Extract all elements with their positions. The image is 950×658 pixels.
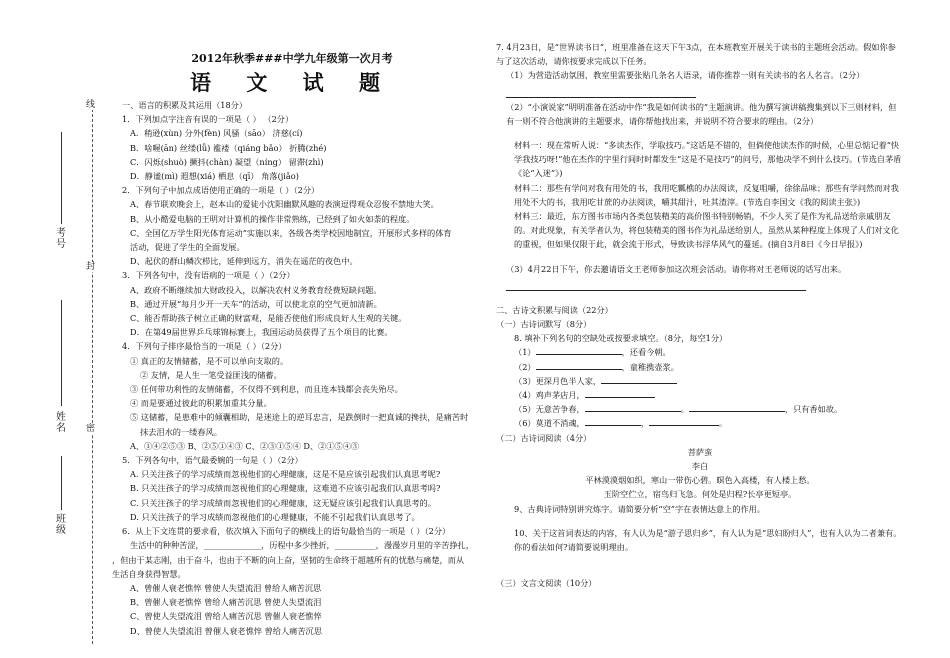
class-blank[interactable] <box>61 456 62 510</box>
q9: 9、古典诗词特别讲究炼字。请简要分析“空”字在表情达意上的作用。 <box>514 503 766 514</box>
fill-3-blank[interactable] <box>601 374 677 384</box>
spacer <box>496 293 904 303</box>
left-line: D. 只关注孩子的学习成绩而忽视他们的心理健康，不能不引起我们认真思考了。 <box>130 511 420 522</box>
left-line: B. 只关注孩子的学习成绩而忽视他们的心理健康，这难道不应该引起我们认真思考吗? <box>130 483 441 494</box>
left-line: A、曾催人衰老憔悴 曾使人失望流泪 曾给人痛苦沉思 <box>130 582 322 593</box>
q8: 8. 填补下列名句的空缺处或按要求填空。（8分，每空1分） <box>514 333 728 344</box>
left-line: ② 友情，是人生一笔受益匪浅的储蓄。 <box>140 369 282 380</box>
fill-2-number: （2） <box>514 361 536 372</box>
left-line: 3．下列各句中，没有语病的一项是（ ）（2分） <box>122 270 295 281</box>
spacer <box>496 252 904 262</box>
name-blank[interactable] <box>61 300 62 406</box>
left-line: D．在第49届世界乒乓球锦标赛上，我国运动员获得了五个项目的比赛。 <box>130 327 393 338</box>
material-3: 材料三：最近，东方图书市场内各类包装精美的高价图书特别畅销，不少人买了是作为礼品送给亲戚朋友的。对此现象，有关学者认为，将包装精美的图书作为礼品送给别人，虽然从某种程度上体现了人们对文化的重视，但如果仅限于此，就会流于形式，导致读书浮华风气的蔓延。(摘自3月8日《今日早报》) <box>514 211 899 250</box>
left-line: A、春节联欢晚会上，赵本山的爱徒小沈阳幽默风趣的表演逗得观众忍俊不禁地大笑。 <box>130 199 439 210</box>
fill-4-blank[interactable] <box>585 388 655 398</box>
left-line: 抹去泪水的一缕春风。 <box>140 426 222 437</box>
poem-line-1: 平林漠漠烟如织，寒山一带伤心碧。暝色入高楼，有人楼上愁。 <box>585 475 815 486</box>
fill-3 <box>496 374 904 388</box>
fill-6-sep: ， <box>640 418 649 429</box>
seal-mark-mi: 密 <box>86 424 96 434</box>
left-line: B、从小酷爱电脑的王明对计算机的操作非常熟练，已经到了如火如荼的程度。 <box>130 213 415 224</box>
left-line: 5．下列各句中，语气最委婉的一句是（ ）（2分） <box>122 455 303 466</box>
fill-6-text: （6）莫道不消魂， <box>514 418 585 429</box>
material-1: 材料一：现在常听人说：“多读杰作，学取技巧。”这话是不错的，但倘使他读杰作的时候，心里总惦记着“快学我技巧呀!”他在杰作的字里行间时时都发生“这是不是技巧”的问号，那他决学不到什么技巧。(节选自茅盾《论“入迷”》) <box>514 140 902 179</box>
left-line: ⑤ 这储蓄，是患难中的倾囊相助，是迷途上的逆耳忠言，是跌倒时一把真诚的搀扶，是痛苦时 <box>130 412 469 423</box>
q7-3: （3）4月22日下午，你去邀请语文王老师参加这次班会活动。请你将对王老师说的话写出来。 <box>506 263 847 274</box>
section-2-heading: 二、古诗文积累与阅读（22分） <box>496 304 613 315</box>
fill-4-text: （4）鸡声茅店月， <box>514 390 585 401</box>
left-line: ③ 任何带功利性的友情储蓄，不仅得不到利息，而且连本钱都会丧失殆尽。 <box>130 384 403 395</box>
poem-title: 菩萨蛮 <box>687 446 713 457</box>
exam-number-blank[interactable] <box>61 132 62 224</box>
left-line: 4．下列句子排序最恰当的一项是（ ）（2分） <box>122 341 287 352</box>
left-line: B．啥喔(ān) 丝缕(lǚ) 褴褛（qiáng bǎo） 折腾(zhé) <box>130 142 327 153</box>
left-line: ① 真正的友情储蓄，是不可以单向支取的。 <box>130 355 289 366</box>
left-line: C、能否帮助孩子树立正确的财富观，是能否使他们形成良好人生观的关键。 <box>130 313 407 324</box>
q7-3-answer-line[interactable] <box>506 278 806 291</box>
spacer <box>496 128 904 138</box>
fill-6-blank-1[interactable] <box>585 416 641 426</box>
fill-1-text: ，还看今朝。 <box>621 347 671 358</box>
exam-number-label: 考号 <box>56 228 66 250</box>
fill-5-sep: 。 <box>680 404 689 415</box>
poem-line-2: 玉阶空伫立，宿鸟归飞急。何处是归程?长亭更短亭。 <box>603 489 797 500</box>
spacer <box>496 554 904 576</box>
binding-margin <box>0 0 104 658</box>
q7-intro: 7. 4月23日，是“世界读书日”，班里准备在这天下午3点，在本班教室开展关于读书的主题班会活动。假如你参与了这次活动，请你按要求完成以下任务。 <box>496 42 896 67</box>
left-line: 生活自身获得智慧。 <box>112 568 186 579</box>
left-line: 2．下列句子中加点成语使用正确的一项是（ ）（2分） <box>122 185 320 196</box>
fill-5-blank-1[interactable] <box>585 402 681 412</box>
left-line: D、起伏的群山鳞次栉比，延伸到远方，消失在遥茫的夜色中。 <box>130 256 358 267</box>
fill-1 <box>496 345 904 359</box>
left-line: A、政府不断继续加大财政投入，以解决农村义务教育经费短缺问题。 <box>130 284 382 295</box>
fill-1-number: （1） <box>514 347 536 358</box>
left-line: 一、语言的积累及其运用（18分） <box>122 100 248 110</box>
subsection-2-heading: （二）古诗词阅读（4分） <box>496 432 592 443</box>
fill-5-text: （5）无意苦争春， <box>514 404 585 415</box>
poem-author: 李白 <box>691 461 709 472</box>
left-line: C．闪烁(shuò) 撅抖(chàn) 凝望（níng） 留滞(zhì) <box>130 156 324 167</box>
subsection-3-heading: （三）文言文阅读（10分） <box>496 578 597 589</box>
fill-5-blank-2[interactable] <box>689 402 785 412</box>
left-line: 生活中的种种苦涩，______________，历程中多少挫折，__________，漫漫岁月里的辛苦挣扎， <box>130 540 474 551</box>
q7-1: （1）为营造活动氛围，教室里需要张贴几条名人语录，请你推荐一则有关读书的名人名言。（2分） <box>506 70 865 81</box>
left-line: A．稍逊(xùn) 分外(fèn) 风骚（sāo） 济慈(cí) <box>130 128 303 139</box>
class-label: 班级 <box>56 514 66 536</box>
left-line: A、①④②⑤③ B、②⑤①④③ C、②③①⑤④ D、②①⑤④③ <box>130 440 360 451</box>
q7-2: （2）“小演说家”明明准备在活动中作“我是如何读书的”主题演讲。他为撰写演讲稿搜集到以下三则材料，但有一则不符合他演讲的主题要求，请你帮他找出来，并说明不符合要求的理由。（2分） <box>506 101 897 126</box>
q7-1-answer-line[interactable] <box>506 85 696 98</box>
fill-1-blank[interactable] <box>536 345 622 355</box>
seal-line <box>92 104 93 644</box>
seal-mark-xian: 线 <box>86 100 96 110</box>
left-line: ④ 而是要通过彼此的积累加重其分量。 <box>130 398 272 409</box>
right-column <box>496 40 904 591</box>
fill-6-end: 。 <box>718 418 728 429</box>
left-column <box>112 46 472 638</box>
fill-2-text: ，童稚携壶浆。 <box>621 361 679 372</box>
left-line: 活动，促进了学生的全面发展。 <box>130 242 245 253</box>
fill-2-blank[interactable] <box>536 360 622 370</box>
material-2: 材料二：那些有学问对我有用处的书，我用吃瓤樵的办法阅读，反复咀嚼，徐徐品味；那些有学问然而对我用处不大的书，我用吃甘蔗的办法阅读，嚼其甜汁，吐其渣滓。(节选自李国文《我的阅读主张》) <box>514 182 899 207</box>
fill-2 <box>496 360 904 374</box>
left-question-list <box>112 98 472 638</box>
left-line: ，但由于某志刚，由于奋斗，也由于不断的向上奋，坚韧的生命终于超越所有的忧愁与痛楚，而从 <box>112 554 465 565</box>
fill-6-blank-2[interactable] <box>649 416 719 426</box>
fill-4 <box>496 388 904 402</box>
fill-6 <box>496 416 904 430</box>
exam-title: 2012年秋季###中学九年级第一次月考 <box>191 52 393 65</box>
left-line: 6．从上下文连贯的要求看，依次填入下面句子的横线上的语句最恰当的一项是（ ）（2分） <box>122 526 451 537</box>
seal-mark-feng: 封 <box>86 262 96 272</box>
exam-subtitle: 语 文 试 题 <box>190 70 394 95</box>
fill-5 <box>496 402 904 416</box>
left-line: C、全国亿万学生阳光体育运动”实施以来，各级各类学校因地制宜，开展形式多样的体育 <box>130 227 452 238</box>
fill-5-end: ，只有香如故。 <box>784 404 843 415</box>
name-label: 姓名 <box>56 412 66 434</box>
fill-3-text: （3）更深月色半人家， <box>514 375 602 386</box>
left-line: B、曾催人衰老憔悴 曾给人痛苦沉思 曾使人失望流泪 <box>130 597 322 608</box>
left-line: A. 只关注孩子的学习成绩而忽视他们的心理健康，这是不是应该引起我们认真思考呢? <box>130 469 441 480</box>
left-line: D、曾使人失望流泪 曾催人衰老憔悴 曾给人痛苦沉思 <box>130 625 322 636</box>
left-line: D．静谧(mì) 遐想(xiá) 栖息（qī） 角落(jiǎo) <box>130 171 299 182</box>
left-line: C、曾使人失望流泪 曾给人痛苦沉思 曾催人衰老憔悴 <box>130 611 322 622</box>
left-line: C. 只关注孩子的学习成绩而忽视他们的心理健康，这无疑应该引起我们认真思考的。 <box>130 497 436 508</box>
left-line: B、通过开展“每月少开一天车”的活动，可以使北京的空气更加清新。 <box>130 298 382 309</box>
subsection-1-heading: （一）古诗词默写（8分） <box>496 319 592 330</box>
spacer <box>496 516 904 526</box>
q10: 10、关于这首词表达的内容，有人认为是“游子思归乡”，有人认为是“思妇盼归人”，也有人认为二者兼有。你的看法如何?请简要说明理由。 <box>514 527 902 553</box>
left-line: 1．下列加点字注音有误的一项是（ ） （2分） <box>122 114 294 125</box>
